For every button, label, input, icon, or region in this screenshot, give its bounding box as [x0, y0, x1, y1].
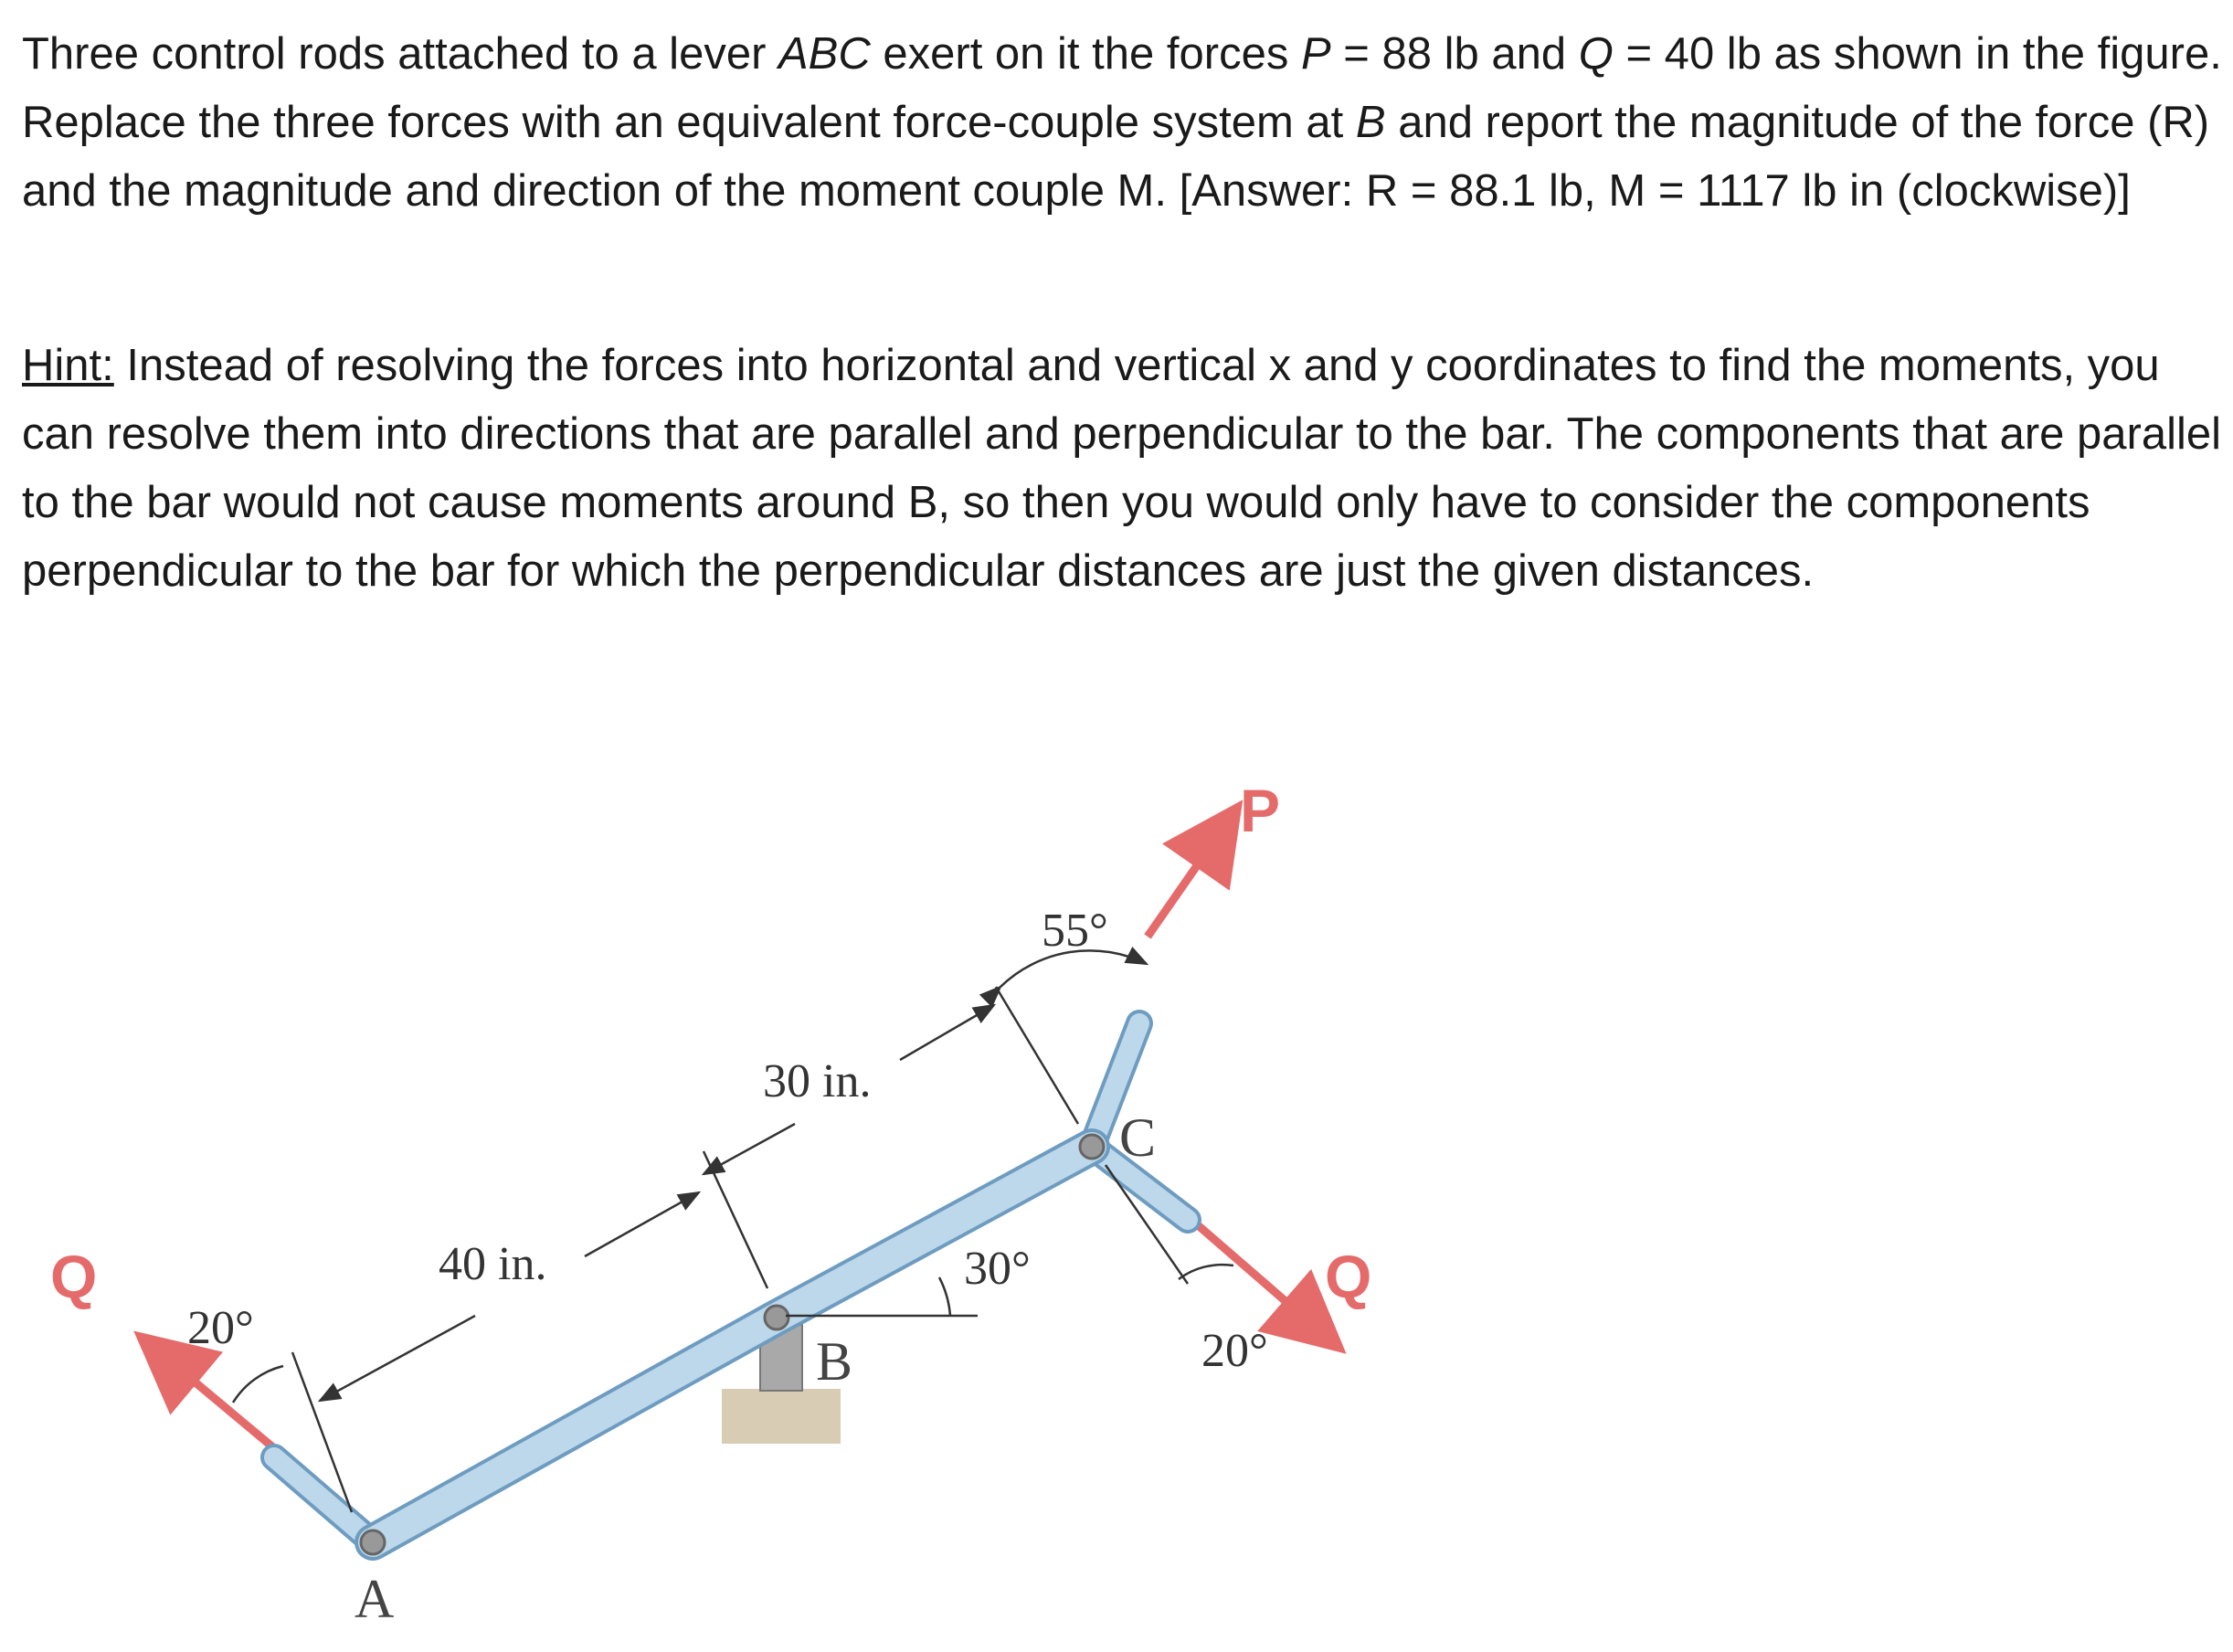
label-a: A	[355, 1569, 395, 1629]
pin-c	[1080, 1135, 1104, 1159]
ext-line-c	[996, 987, 1078, 1124]
hint-label: Hint:	[22, 341, 114, 390]
label-angle-q-left: 20°	[187, 1302, 254, 1354]
hint-paragraph	[22, 332, 2224, 606]
lever-bar	[373, 1147, 1092, 1542]
label-angle-q-right: 20°	[1201, 1325, 1268, 1377]
label-angle-bar: 30°	[964, 1243, 1031, 1295]
ext-line-b	[704, 1151, 767, 1288]
label-c: C	[1119, 1107, 1157, 1168]
label-dim-ab: 40 in.	[439, 1238, 547, 1290]
ground-base	[722, 1389, 841, 1444]
dim-bc-line-2	[900, 1005, 994, 1060]
label-angle-p: 55°	[1042, 905, 1108, 957]
label-b: B	[816, 1331, 853, 1392]
force-q-left-arrow	[146, 1341, 274, 1448]
lever-abc: ABC	[778, 29, 871, 79]
dim-ab-line-1	[320, 1316, 475, 1401]
label-dim-bc: 30 in.	[763, 1055, 872, 1107]
lever-figure	[0, 758, 2233, 1652]
var-p: P	[1300, 29, 1331, 79]
hint-text: Instead of resolving the forces into horizontal and vertical x and y coordinates to find the moments, you can resolve them into directions that are parallel and perpendicular to the bar. The components that are parallel to the bar would not cause moments around B, so then you would only have to consider the components perpendicular to the bar for which the perpendicular distances are just the given distances.	[22, 341, 2221, 596]
label-force-q-left: Q	[50, 1243, 98, 1310]
angle-arc-bar	[939, 1277, 950, 1316]
label-force-q-right: Q	[1325, 1243, 1372, 1310]
pin-b	[765, 1306, 788, 1329]
angle-arc-q-left	[233, 1366, 283, 1403]
rod-a-fill	[274, 1457, 373, 1542]
problem-statement: Three control rods attached to a lever ABC exert on it the forces P = 88 lb and Q = 40 lb as shown in the figure. Replace the three forces with an equivalent force-couple system at B and report the magnitude of the force (R) and the magnitude and direction of the moment couple M. [Answer: R = 88.1 lb, M = 1117 lb in (clockwise)]	[22, 29, 2222, 216]
var-b: B	[1355, 98, 1386, 147]
force-p-arrow	[1148, 813, 1233, 937]
angle-arc-q-right	[1179, 1265, 1233, 1279]
dim-bc-line-1	[704, 1124, 795, 1174]
pin-a	[361, 1530, 385, 1554]
var-q: Q	[1578, 29, 1614, 79]
dim-ab-line-2	[585, 1192, 699, 1256]
label-force-p: P	[1240, 777, 1281, 844]
